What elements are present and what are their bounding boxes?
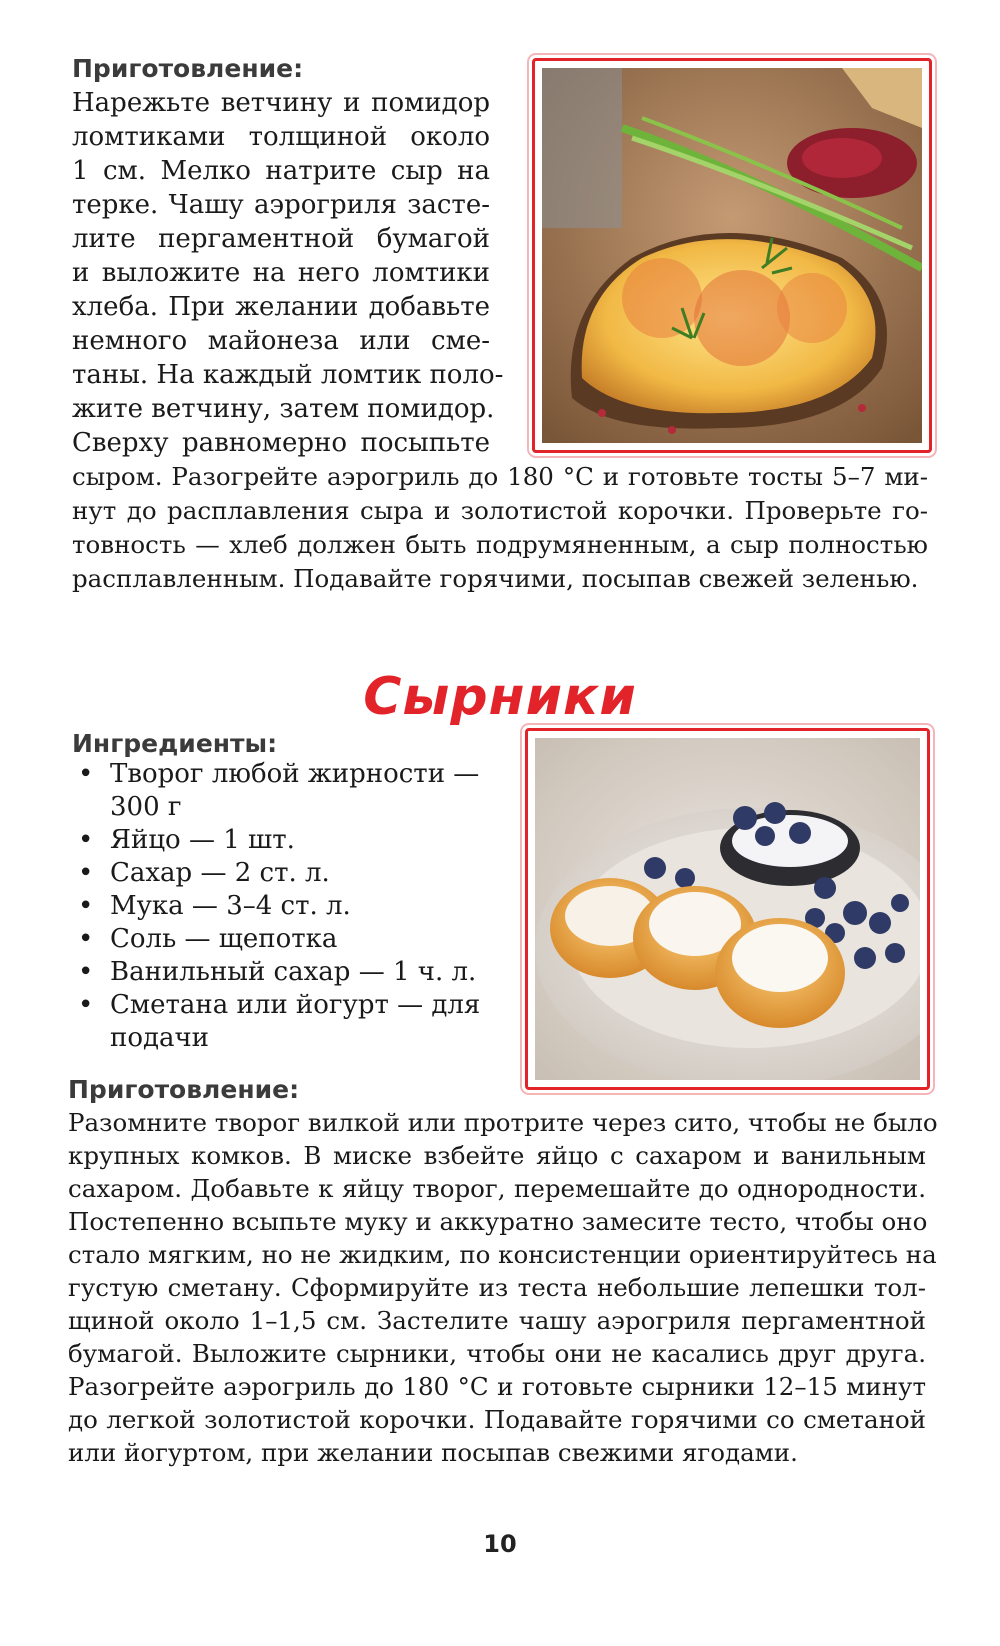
text-line: сахаром. Добавьте к яйцу творог, перемешайте до однородности.: [68, 1174, 926, 1203]
text-line: бумагой. Выложите сырники, чтобы они не касались друг друга.: [68, 1339, 926, 1368]
bullet-icon: •: [78, 957, 94, 987]
bullet-icon: •: [78, 858, 94, 888]
syrniki-photo: [525, 728, 930, 1090]
text-line: густую сметану. Сформируйте из теста небольшие лепешки тол-: [68, 1273, 926, 1302]
bullet-icon: •: [78, 759, 94, 789]
text-line: Сверху равномерно посыпьте: [72, 428, 490, 458]
text-line: и выложите на него ломтики: [72, 258, 490, 288]
text-line: жите ветчину, затем помидор.: [72, 394, 495, 424]
bullet-icon: •: [78, 990, 94, 1020]
toast-photo: [532, 58, 932, 453]
recipe-title: Сырники: [363, 667, 637, 727]
ingredients-heading: Ингредиенты:: [72, 729, 278, 758]
ingredient-item: Мука — 3–4 ст. л.: [110, 891, 351, 921]
ingredient-item-continuation: подачи: [110, 1023, 210, 1053]
text-line: немного майонеза или сме-: [72, 326, 490, 356]
text-line: Разомните творог вилкой или протрите через сито, чтобы не было: [68, 1108, 938, 1137]
text-line: товность — хлеб должен быть подрумяненным, а сыр полностью: [72, 530, 928, 559]
ingredient-item: Сахар — 2 ст. л.: [110, 858, 330, 888]
syrniki-image: [535, 738, 920, 1080]
text-line: расплавленным. Подавайте горячими, посыпав свежей зеленью.: [72, 564, 919, 593]
ingredient-item: Ванильный сахар — 1 ч. л.: [110, 957, 477, 987]
text-line: хлеба. При желании добавьте: [72, 292, 490, 322]
text-line: лите пергаментной бумагой: [72, 224, 490, 254]
text-line: таны. На каждый ломтик поло-: [72, 360, 504, 390]
bullet-icon: •: [78, 924, 94, 954]
text-line: терке. Чашу аэрогриля засте-: [72, 190, 490, 220]
text-line: до легкой золотистой корочки. Подавайте горячими со сметаной: [68, 1405, 926, 1434]
text-line: крупных комков. В миске взбейте яйцо с сахаром и ванильным: [68, 1141, 926, 1170]
ingredient-item: Яйцо — 1 шт.: [110, 825, 295, 855]
preparation-heading-1: Приготовление:: [72, 54, 304, 83]
preparation-heading-2: Приготовление:: [68, 1075, 300, 1104]
toast-image: [542, 68, 922, 443]
text-line: сыром. Разогрейте аэрогриль до 180 °С и готовьте тосты 5–7 ми-: [72, 462, 928, 491]
text-line: или йогуртом, при желании посыпав свежими ягодами.: [68, 1438, 798, 1467]
text-line: нут до расплавления сыра и золотистой корочки. Проверьте го-: [72, 496, 928, 525]
ingredient-item: Сметана или йогурт — для: [110, 990, 481, 1020]
text-line: Постепенно всыпьте муку и аккуратно замесите тесто, чтобы оно: [68, 1207, 928, 1236]
text-line: Разогрейте аэрогриль до 180 °С и готовьте сырники 12–15 минут: [68, 1372, 926, 1401]
page-number: 10: [483, 1530, 517, 1558]
text-line: 1 см. Мелко натрите сыр на: [72, 156, 490, 186]
text-line: щиной около 1–1,5 см. Застелите чашу аэрогриля пергаментной: [68, 1306, 926, 1335]
ingredient-item-continuation: 300 г: [110, 792, 182, 822]
ingredient-item: Соль — щепотка: [110, 924, 338, 954]
text-line: ломтиками толщиной около: [72, 122, 490, 152]
ingredient-item: Творог любой жирности —: [110, 759, 480, 789]
bullet-icon: •: [78, 825, 94, 855]
text-line: Нарежьте ветчину и помидор: [72, 88, 490, 118]
bullet-icon: •: [78, 891, 94, 921]
text-line: стало мягким, но не жидким, по консистенции ориентируйтесь на: [68, 1240, 937, 1269]
